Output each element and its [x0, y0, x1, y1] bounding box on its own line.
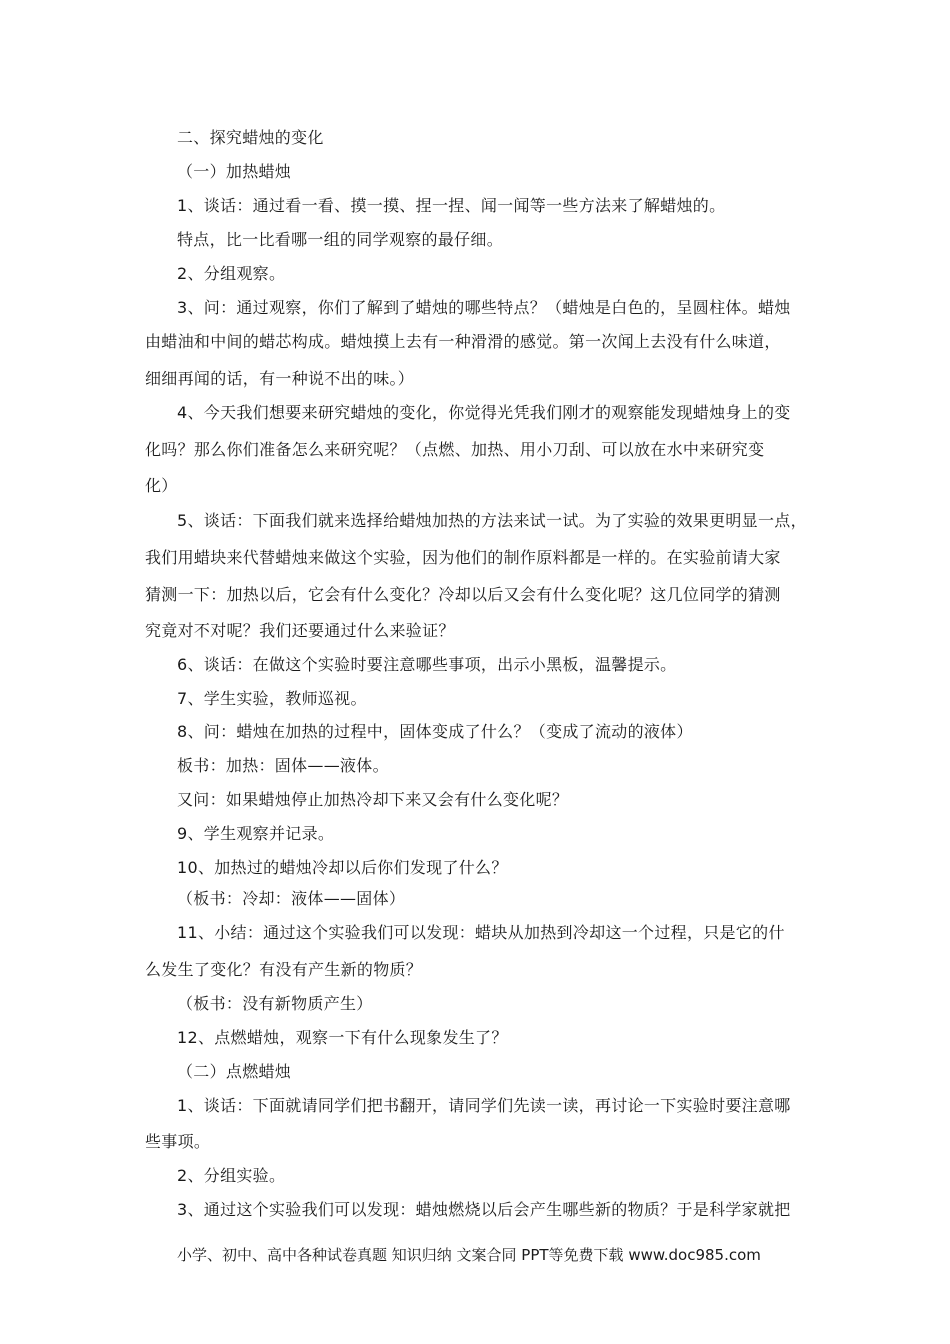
paragraph-line: 我们用蜡块来代替蜡烛来做这个实验，因为他们的制作原料都是一样的。在实验前请大家 — [145, 548, 781, 567]
paragraph-line: 11、小结：通过这个实验我们可以发现：蜡块从加热到冷却这一个过程，只是它的什 — [177, 923, 785, 942]
paragraph-line: 猜测一下：加热以后，它会有什么变化？冷却以后又会有什么变化呢？这几位同学的猜测 — [145, 585, 781, 604]
paragraph-line: 究竟对不对呢？我们还要通过什么来验证？ — [145, 621, 455, 640]
paragraph-line: 1、谈话：下面就请同学们把书翻开，请同学们先读一读，再讨论一下实验时要注意哪 — [177, 1096, 791, 1115]
paragraph-line: 些事项。 — [145, 1132, 211, 1151]
paragraph-line: 2、分组实验。 — [177, 1166, 286, 1185]
paragraph-line: 2、分组观察。 — [177, 264, 286, 283]
paragraph-line: （板书：没有新物质产生） — [177, 994, 373, 1013]
paragraph-line: 又问：如果蜡烛停止加热冷却下来又会有什么变化呢？ — [177, 790, 569, 809]
paragraph-line: 么发生了变化？有没有产生新的物质？ — [145, 960, 423, 979]
paragraph-line: 12、点燃蜡烛，观察一下有什么现象发生了？ — [177, 1028, 508, 1047]
paragraph-line: 10、加热过的蜡烛冷却以后你们发现了什么？ — [177, 858, 508, 877]
paragraph-line: 8、问：蜡烛在加热的过程中，固体变成了什么？（变成了流动的液体） — [177, 722, 693, 741]
paragraph-line: 1、谈话：通过看一看、摸一摸、捏一捏、闻一闻等一些方法来了解蜡烛的。 — [177, 196, 726, 215]
paragraph-line: 9、学生观察并记录。 — [177, 824, 335, 843]
paragraph-line: 板书：加热：固体——液体。 — [177, 756, 389, 775]
paragraph-line: 4、今天我们想要来研究蜡烛的变化，你觉得光凭我们刚才的观察能发现蜡烛身上的变 — [177, 403, 791, 422]
paragraph-line: 由蜡油和中间的蜡芯构成。蜡烛摸上去有一种滑滑的感觉。第一次闻上去没有什么味道， — [145, 332, 781, 351]
section-heading: 二、探究蜡烛的变化 — [177, 128, 324, 147]
page-footer: 小学、初中、高中各种试卷真题 知识归纳 文案合同 PPT等免费下载 www.doc985.com — [177, 1246, 761, 1264]
subsection-heading: （二）点燃蜡烛 — [177, 1062, 292, 1081]
paragraph-line: 3、通过这个实验我们可以发现：蜡烛燃烧以后会产生哪些新的物质？于是科学家就把 — [177, 1200, 791, 1219]
subsection-heading: （一）加热蜡烛 — [177, 162, 292, 181]
paragraph-line: （板书：冷却：液体——固体） — [177, 889, 406, 908]
paragraph-line: 化） — [145, 476, 178, 495]
paragraph-line: 化吗？那么你们准备怎么来研究呢？（点燃、加热、用小刀刮、可以放在水中来研究变 — [145, 440, 765, 459]
paragraph-line: 7、学生实验，教师巡视。 — [177, 689, 367, 708]
paragraph-line: 3、问：通过观察，你们了解到了蜡烛的哪些特点？（蜡烛是白色的，呈圆柱体。蜡烛 — [177, 298, 791, 317]
paragraph-line: 5、谈话：下面我们就来选择给蜡烛加热的方法来试一试。为了实验的效果更明显一点， — [177, 511, 807, 530]
paragraph-line: 特点，比一比看哪一组的同学观察的最仔细。 — [177, 230, 504, 249]
paragraph-line: 6、谈话：在做这个实验时要注意哪些事项，出示小黑板，温馨提示。 — [177, 655, 677, 674]
paragraph-line: 细细再闻的话，有一种说不出的味。） — [145, 369, 415, 388]
